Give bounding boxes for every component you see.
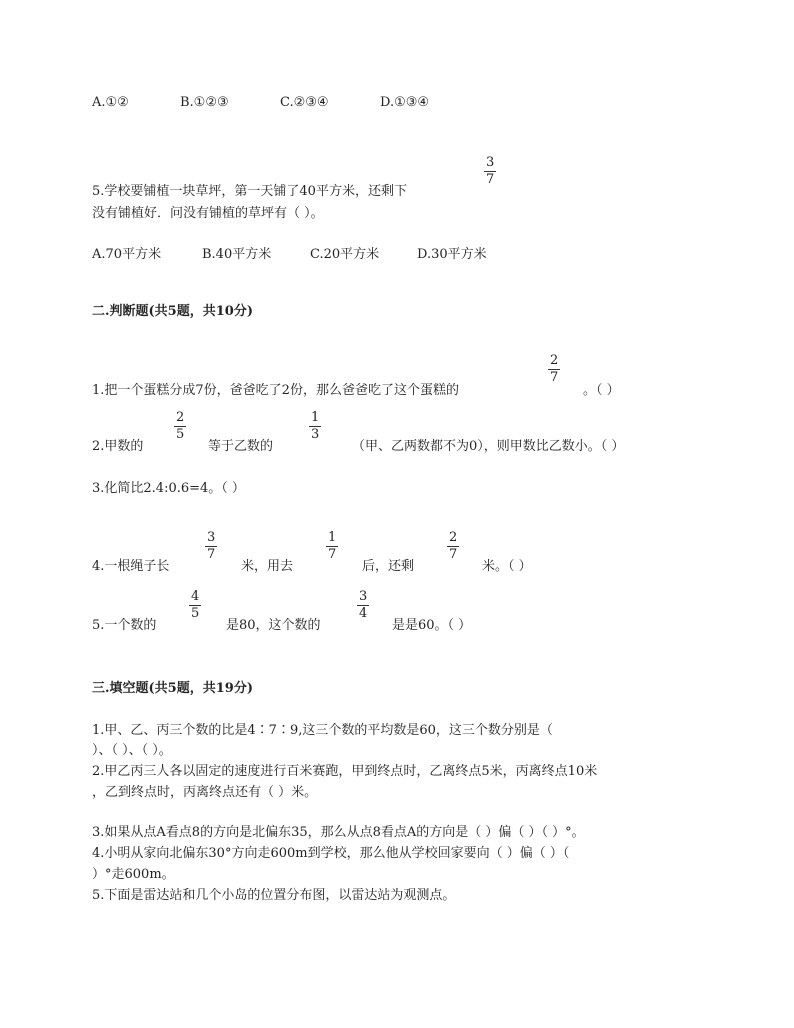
s2q3-text: 3.化简比2.4:0.6=4。（ ） bbox=[92, 481, 245, 496]
q5-text-line2: 没有铺植好．问没有铺植的草坪有（ ）。 bbox=[92, 206, 324, 221]
s2q1-text: 1.把一个蛋糕分成7份，爸爸吃了2份，那么爸爸吃了这个蛋糕的 bbox=[92, 383, 459, 398]
section3-title: 三.填空题(共5题，共19分) bbox=[92, 681, 253, 696]
s2q4-text-4: 米。（ ） bbox=[482, 559, 532, 574]
s2q2-fraction-1: 2 5 bbox=[176, 410, 185, 442]
s2q2-fraction-2: 1 3 bbox=[311, 410, 320, 442]
q5-fraction: 3 7 bbox=[486, 155, 495, 187]
s2q2-text-1: 2.甲数的 bbox=[92, 439, 144, 454]
s2q1-text-end: 。（ ） bbox=[583, 383, 620, 398]
s2q2-text-3: （甲、乙两数都不为0），则甲数比乙数小。（ ） bbox=[352, 439, 625, 454]
s3q4-line2: ）°走600m。 bbox=[92, 867, 175, 882]
s2q5-fraction-1: 4 5 bbox=[191, 589, 200, 621]
s3q2-line1: 2.甲乙丙三人各以固定的速度进行百米赛跑，甲到终点时，乙离终点5米，丙离终点10米 bbox=[92, 764, 598, 779]
q4-option-c: C.②③④ bbox=[280, 95, 329, 110]
s3q2-line2: ，乙到终点时，丙离终点还有（ ）米。 bbox=[92, 785, 318, 800]
q5-option-b: B.40平方米 bbox=[202, 247, 272, 262]
q5-text-line1: 5.学校要铺植一块草坪，第一天铺了40平方米，还剩下 bbox=[92, 184, 407, 199]
s2q2-text-2: 等于乙数的 bbox=[208, 439, 274, 454]
q4-option-a: A.①② bbox=[92, 95, 129, 110]
section2-title: 二.判断题(共5题，共10分) bbox=[92, 304, 253, 319]
s3q1-line2: ）、（ ）、（ ）。 bbox=[92, 743, 172, 758]
s2q5-text-2: 是80，这个数的 bbox=[226, 618, 321, 633]
q5-option-c: C.20平方米 bbox=[310, 247, 380, 262]
q5-option-d: D.30平方米 bbox=[417, 247, 487, 262]
s2q4-fraction-1: 3 7 bbox=[207, 530, 216, 562]
s3q4-line1: 4.小明从家向北偏东30°方向走600m到学校，那么他从学校回家要向（ ）偏（ ）（ bbox=[92, 846, 570, 861]
q4-option-d: D.①③④ bbox=[380, 95, 430, 110]
s2q1-fraction: 2 7 bbox=[550, 353, 559, 385]
s2q4-text-2: 米，用去 bbox=[241, 559, 294, 574]
s3q1-line1: 1.甲、乙、丙三个数的比是4∶7∶9,这三个数的平均数是60，这三个数分别是（ bbox=[92, 723, 553, 738]
s2q5-text-3: 是是60。（ ） bbox=[392, 618, 472, 633]
s2q5-fraction-2: 3 4 bbox=[359, 589, 368, 621]
s3q5-text: 5.下面是雷达站和几个小岛的位置分布图，以雷达站为观测点。 bbox=[92, 888, 456, 903]
q4-option-b: B.①②③ bbox=[180, 95, 229, 110]
s2q5-text-1: 5.一个数的 bbox=[92, 618, 157, 633]
s2q4-text-1: 4.一根绳子长 bbox=[92, 559, 170, 574]
s2q4-fraction-2: 1 7 bbox=[328, 530, 337, 562]
s2q4-text-3: 后，还剩 bbox=[362, 559, 415, 574]
s2q4-fraction-3: 2 7 bbox=[449, 530, 458, 562]
q5-option-a: A.70平方米 bbox=[92, 247, 162, 262]
s3q3-text: 3.如果从点A看点8的方向是北偏东35，那么从点8看点A的方向是（ ）偏（ ）（ ）°。 bbox=[92, 825, 585, 840]
